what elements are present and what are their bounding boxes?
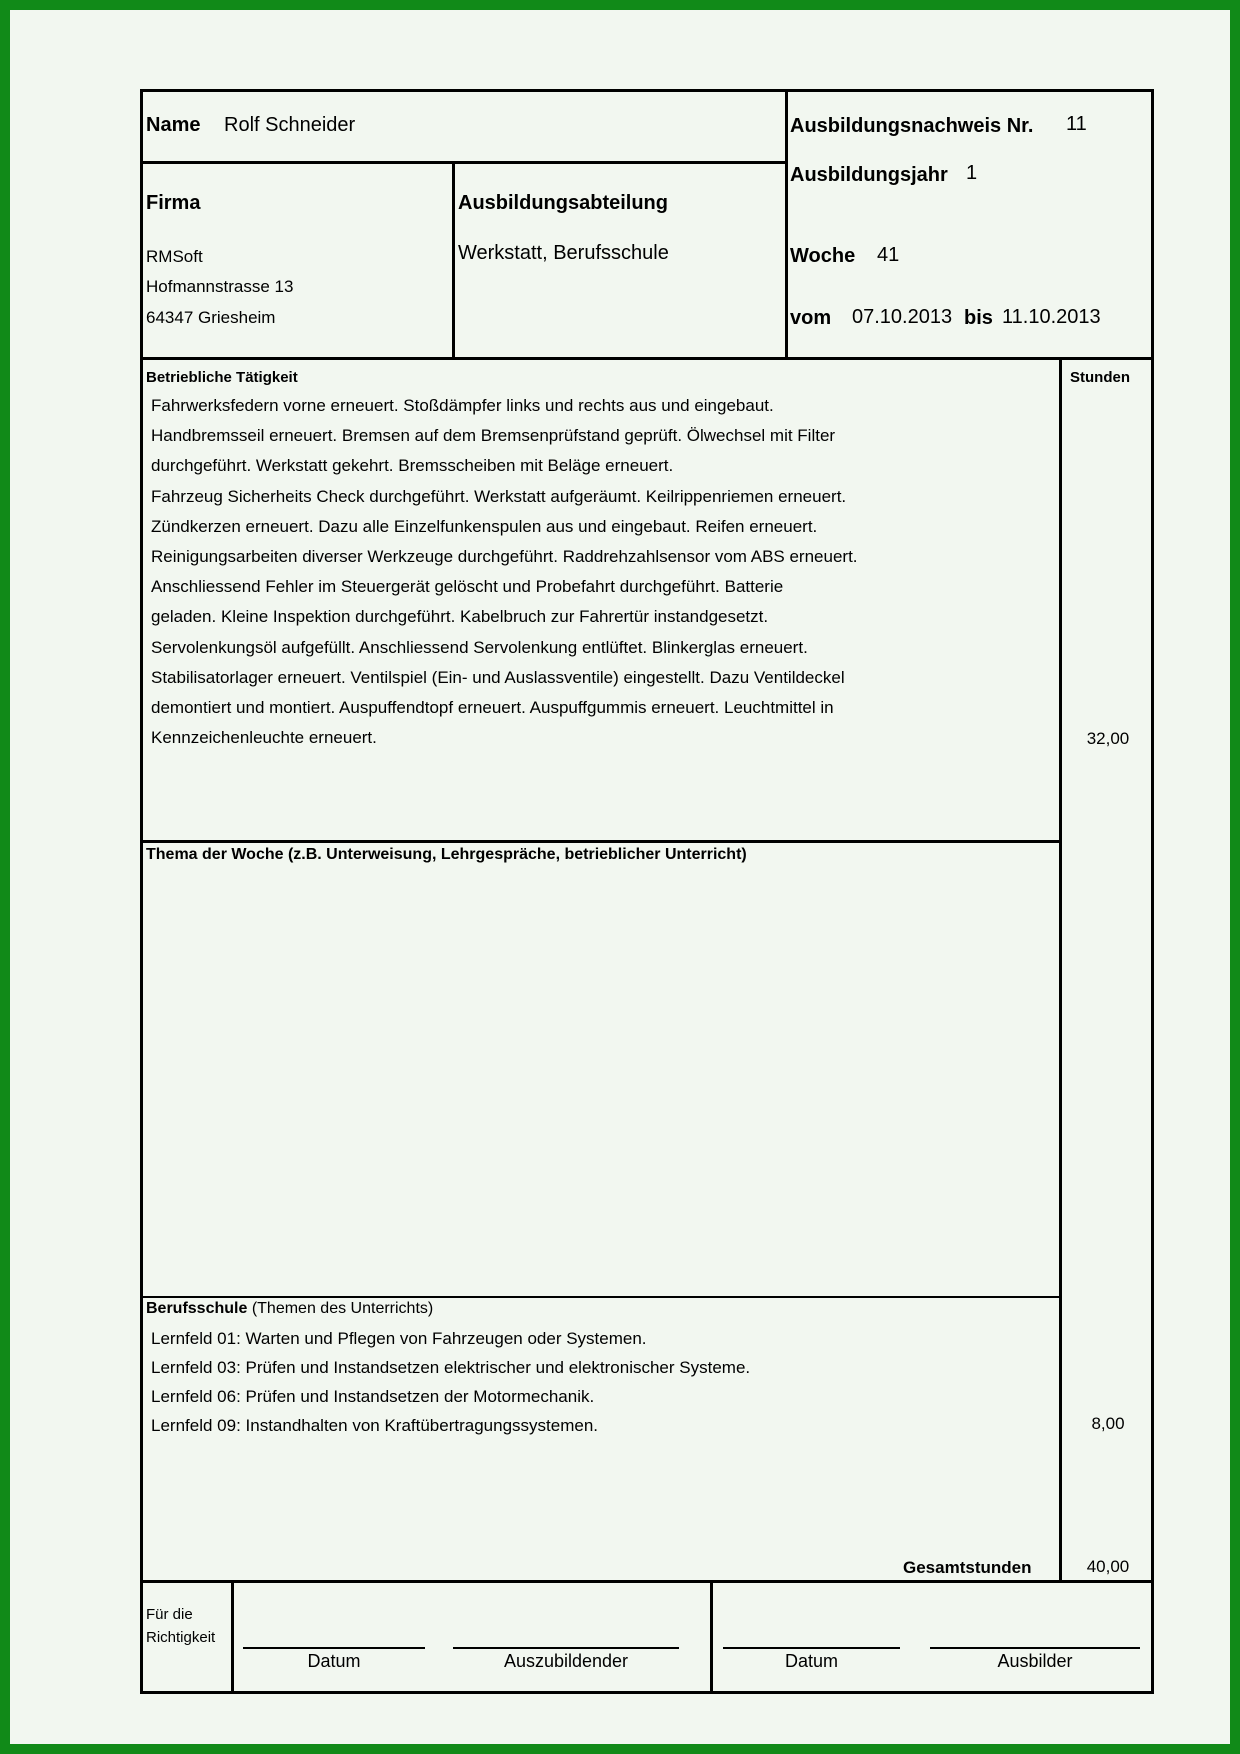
thema-divider [140, 840, 1062, 843]
schule-label-bold: Berufsschule [146, 1300, 248, 1317]
betrieb-line: Fahrwerksfedern vorne erneuert. Stoßdämpfer links und rechts aus und eingebaut. [151, 396, 774, 415]
betrieb-line: Fahrzeug Sicherheits Check durchgeführt. Werkstatt aufgeräumt. Keilrippenriemen erneuert. [151, 486, 847, 506]
stunden-label: Stunden [1070, 369, 1130, 386]
schule-line: Lernfeld 03: Prüfen und Instandsetzen elektrischer und elektronischer Systeme. [151, 1358, 751, 1377]
betrieb-label: Betriebliche Tätigkeit [146, 369, 298, 386]
woche-label: Woche [790, 245, 856, 267]
schule-line: Lernfeld 06: Prüfen und Instandsetzen der Motormechanik. [151, 1387, 595, 1406]
firma-line-2: Hofmannstrasse 13 [146, 277, 294, 296]
name-row-divider [140, 161, 787, 164]
abteilung-label: Ausbildungsabteilung [458, 192, 668, 214]
firma-label: Firma [146, 192, 201, 214]
betrieb-text [151, 391, 858, 753]
azubi-signature-line[interactable] [453, 1647, 679, 1649]
name-label: Name [146, 114, 201, 136]
form-right-border [1151, 89, 1154, 1694]
schule-label-rest: (Themen des Unterrichts) [251, 1300, 434, 1317]
stunden-column-divider [1059, 357, 1062, 1583]
bis-value: 11.10.2013 [1002, 306, 1101, 328]
jahr-label: Ausbildungsjahr [790, 164, 948, 186]
betrieb-line: demontiert und montiert. Auspuffendtopf erneuert. Auspuffgummis erneuert. Leuchtmittel in [151, 697, 834, 717]
ausbilder-label: Ausbilder [997, 1651, 1073, 1671]
ausbilder-signature-line[interactable] [930, 1647, 1140, 1649]
schule-line: Lernfeld 01: Warten und Pflegen von Fahrzeugen oder Systemen. [151, 1329, 647, 1348]
betrieb-line: Stabilisatorlager erneuert. Ventilspiel (Ein- und Auslassventile) eingestellt. Dazu Ventildeckel [151, 667, 845, 687]
form-top-border [140, 89, 1154, 92]
thema-label: Thema der Woche (z.B. Unterweisung, Lehrgespräche, betrieblicher Unterricht) [146, 846, 747, 863]
form-bottom-border [140, 1691, 1154, 1694]
firma-line-1: RMSoft [146, 247, 203, 266]
bis-label: bis [964, 307, 993, 329]
header-right-divider [785, 89, 788, 360]
header-bottom-divider [140, 357, 1154, 360]
nachweis-label: Ausbildungsnachweis Nr. [790, 115, 1034, 137]
schule-line: Lernfeld 09: Instandhalten von Kraftübertragungssystemen. [151, 1416, 599, 1435]
betrieb-line: Handbremsseil erneuert. Bremsen auf dem Bremsenprüfstand geprüft. Ölwechsel mit Filter [151, 426, 836, 446]
betrieb-line: durchgeführt. Werkstatt gekehrt. Bremsscheiben mit Beläge erneuert. [151, 456, 674, 476]
datum2-label: Datum [784, 1651, 838, 1671]
betrieb-line: Servolenkungsöl aufgefüllt. Anschliessend Servolenkung entlüftet. Blinkerglas erneuert. [151, 637, 808, 657]
datum1-signature-line[interactable] [243, 1647, 425, 1649]
form-left-border [140, 89, 143, 1694]
abteilung-value: Werkstatt, Berufsschule [458, 242, 669, 264]
name-value: Rolf Schneider [224, 114, 356, 136]
betrieb-line: Kennzeichenleuchte erneuert. [151, 728, 377, 748]
betrieb-line: Anschliessend Fehler im Steuergerät gelöscht und Probefahrt durchgeführt. Batterie [151, 577, 784, 597]
azubi-label: Auszubildender [503, 1651, 629, 1671]
datum2-signature-line[interactable] [723, 1647, 900, 1649]
vom-value: 07.10.2013 [852, 306, 953, 328]
signature-label-line-1: Für die [146, 1606, 193, 1623]
signature-label-divider [231, 1580, 234, 1693]
betrieb-line: Reinigungsarbeiten diverser Werkzeuge durchgeführt. Raddrehzahlsensor vom ABS erneuert. [151, 546, 858, 566]
vom-label: vom [790, 307, 832, 329]
signature-middle-divider [710, 1580, 713, 1693]
woche-value: 41 [877, 244, 900, 266]
firma-line-3: 64347 Griesheim [146, 308, 276, 327]
signature-label-line-2: Richtigkeit [146, 1629, 216, 1646]
betrieb-line: geladen. Kleine Inspektion durchgeführt. Kabelbruch zur Fahrertür instandgesetzt. [151, 607, 769, 627]
nachweis-value: 11 [1066, 113, 1087, 135]
schule-label [146, 1300, 433, 1318]
schule-text [151, 1324, 750, 1440]
betrieb-hours: 32,00 [1086, 729, 1130, 748]
schule-hours: 8,00 [1091, 1414, 1125, 1433]
firma-divider [452, 161, 455, 360]
total-label: Gesamtstunden [903, 1558, 1032, 1577]
jahr-value: 1 [966, 162, 978, 184]
total-value: 40,00 [1086, 1557, 1130, 1576]
betrieb-line: Zündkerzen erneuert. Dazu alle Einzelfunkenspulen aus und eingebaut. Reifen erneuert. [151, 516, 818, 536]
datum1-label: Datum [307, 1651, 361, 1671]
signature-row-divider [140, 1580, 1154, 1583]
schule-divider [140, 1296, 1062, 1298]
